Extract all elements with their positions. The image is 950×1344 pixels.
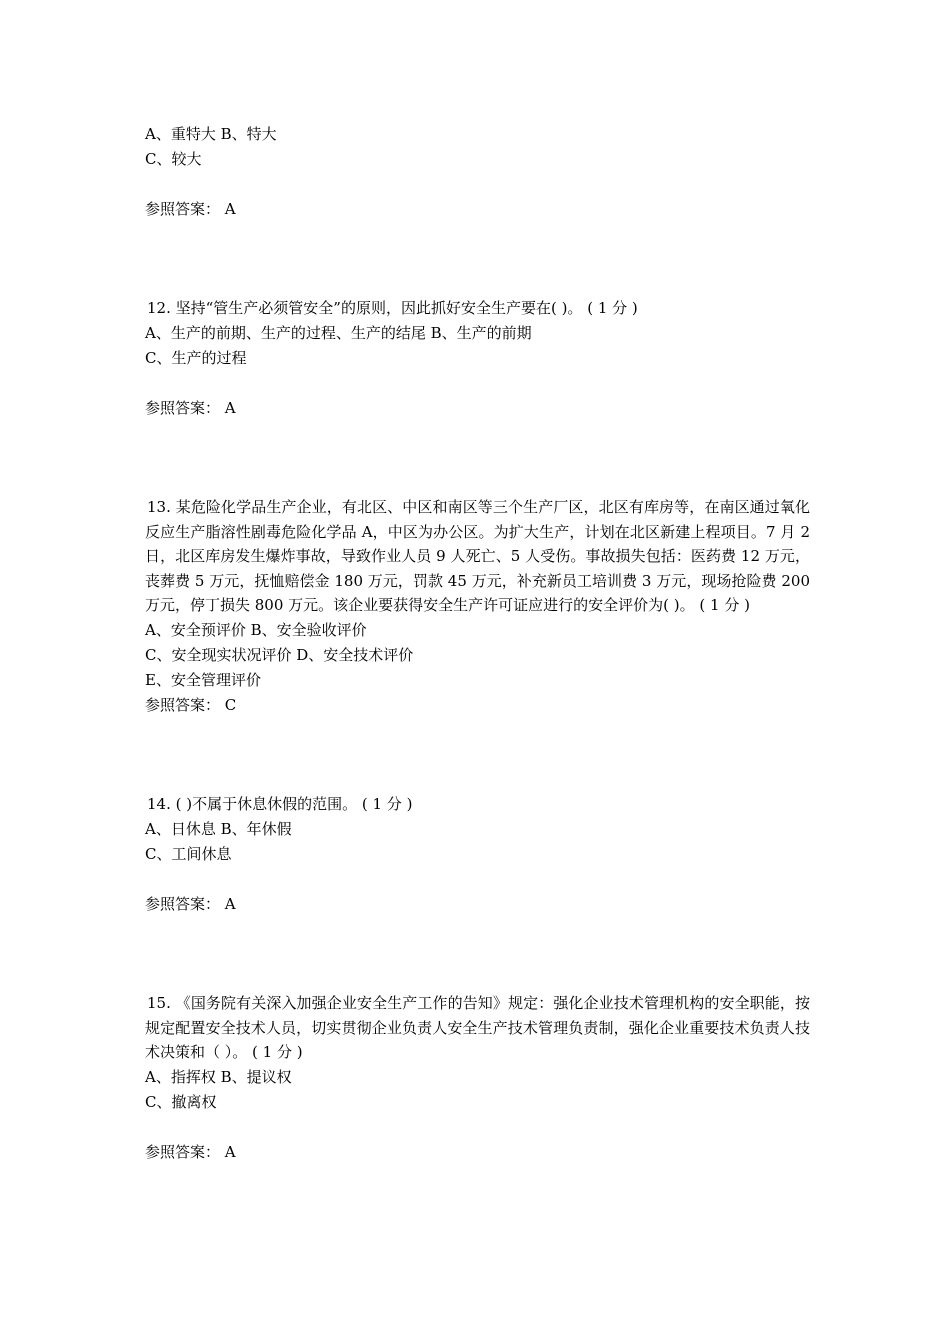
question-text: 12. 坚持“管生产必须管安全”的原则，因此抓好安全生产要在( )。 ( 1 分 ) [147,299,638,317]
option-line: C、生产的过程 [145,349,247,367]
question-14 [145,792,810,917]
question-15 [145,991,810,1165]
question-12 [145,296,810,421]
option-line: A、安全预评价 B、安全验收评价 [145,620,367,639]
question-text: 15. 《国务院有关深入加强企业安全生产工作的告知》规定：强化企业技术管理机构的安全职能，按规定配置安全技术人员，切实贯彻企业负责人安全生产技术管理负责制，强化企业重要技术负责人技术决策和（ ）。 ( 1 分 ) [145,993,810,1062]
question-13 [145,495,810,718]
option-line: C、撤离权 [145,1092,217,1111]
document-page [145,122,810,1165]
answer-line: 参照答案： A [145,200,236,218]
option-line: C、工间休息 [145,844,232,863]
question-11 [145,122,810,222]
answer-line: 参照答案： A [145,399,236,417]
option-line: A、重特大 B、特大 [145,125,277,143]
option-line: C、安全现实状况评价 D、安全技术评价 [145,645,414,664]
answer-line: 参照答案： A [145,894,236,913]
option-line: A、日休息 B、年休假 [145,819,292,838]
question-text: 14. ( )不属于休息休假的范围。 ( 1 分 ) [147,794,413,813]
answer-line: 参照答案： C [145,695,237,714]
option-line: A、指挥权 B、提议权 [145,1067,292,1086]
option-line: A、生产的前期、生产的过程、生产的结尾 B、生产的前期 [145,324,532,342]
option-line: E、安全管理评价 [145,670,261,689]
question-text: 13. 某危险化学品生产企业，有北区、中区和南区等三个生产厂区，北区有库房等，在南区通过氧化反应生产脂溶性剧毒危险化学品 A，中区为办公区。为扩大生产，计划在北区新建上程项目。7 月 2 日，北区库房发生爆炸事故，导致作业人员 9 人死亡、5 人受伤。事故损失包括：医药费 12 万元，丧葬费 5 万元，抚恤赔偿金 180 万元，罚款 45 万元，补充新员工培训费 3 万元，现场抢险费 200 万元，停丁损失 800 万元。该企业要获得安全生产许可证应进行的安全评价为( )。 ( 1 分 ) [145,498,810,615]
option-line: C、较大 [145,150,202,168]
answer-line: 参照答案： A [145,1142,236,1161]
